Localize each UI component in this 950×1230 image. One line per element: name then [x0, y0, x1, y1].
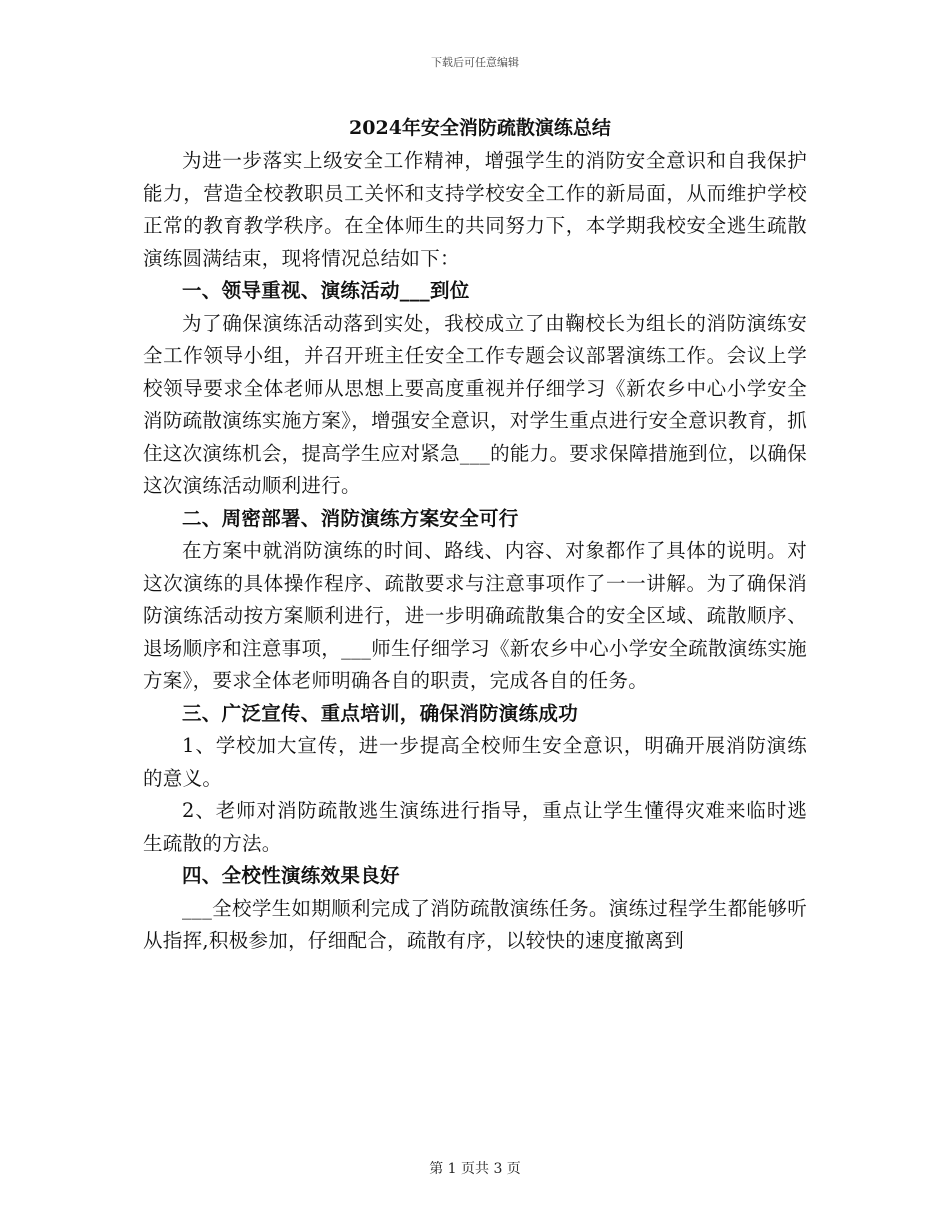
section-4-paragraph: ___全校学生如期顺利完成了消防疏散演练任务。演练过程学生都能够听从指挥,积极参加，仔细配合，疏散有序，以较快的速度撤离到	[143, 896, 807, 952]
section-3-item-1: 1、学校加大宣传，进一步提高全校师生安全意识，明确开展消防演练的意义。	[143, 734, 807, 790]
section-heading-2: 二、周密部署、消防演练方案安全可行	[182, 506, 519, 530]
page-footer-page-number: 第 1 页共 3 页	[429, 1161, 521, 1177]
section-3-item-2: 2、老师对消防疏散逃生演练进行指导，重点让学生懂得灾难来临时逃生疏散的方法。	[143, 799, 807, 855]
page-header-note: 下载后可任意编辑	[431, 56, 519, 69]
section-2-paragraph: 在方案中就消防演练的时间、路线、内容、对象都作了具体的说明。对这次演练的具体操作程序、疏散要求与注意事项作了一一讲解。为了确保消防演练活动按方案顺利进行，进一步明确疏散集合的安全区域、疏散顺序、退场顺序和注意事项，___师生仔细学习《新农乡中心小学安全疏散演练实施方案》，要求全体老师明确各自的职责，完成各自的任务。	[143, 539, 807, 692]
section-heading-1: 一、领导重视、演练活动___到位	[182, 279, 470, 302]
document-body	[143, 111, 807, 958]
section-heading-3: 三、广泛宣传、重点培训，确保消防演练成功	[182, 701, 579, 725]
document-title: 2024年安全消防疏散演练总结	[349, 117, 611, 139]
section-heading-4: 四、全校性演练效果良好	[182, 864, 400, 887]
section-1-paragraph: 为了确保演练活动落到实处，我校成立了由鞠校长为组长的消防演练安全工作领导小组，并召开班主任安全工作专题会议部署演练工作。会议上学校领导要求全体老师从思想上要高度重视并仔细学习《新农乡中心小学安全消防疏散演练实施方案》，增强安全意识，对学生重点进行安全意识教育，抓住这次演练机会，提高学生应对紧急___的能力。要求保障措施到位，以确保这次演练活动顺利进行。	[143, 311, 807, 497]
intro-paragraph: 为进一步落实上级安全工作精神，增强学生的消防安全意识和自我保护能力，营造全校教职员工关怀和支持学校安全工作的新局面，从而维护学校正常的教育教学秩序。在全体师生的共同努力下，本学期我校安全逃生疏散演练圆满结束，现将情况总结如下：	[143, 149, 807, 270]
